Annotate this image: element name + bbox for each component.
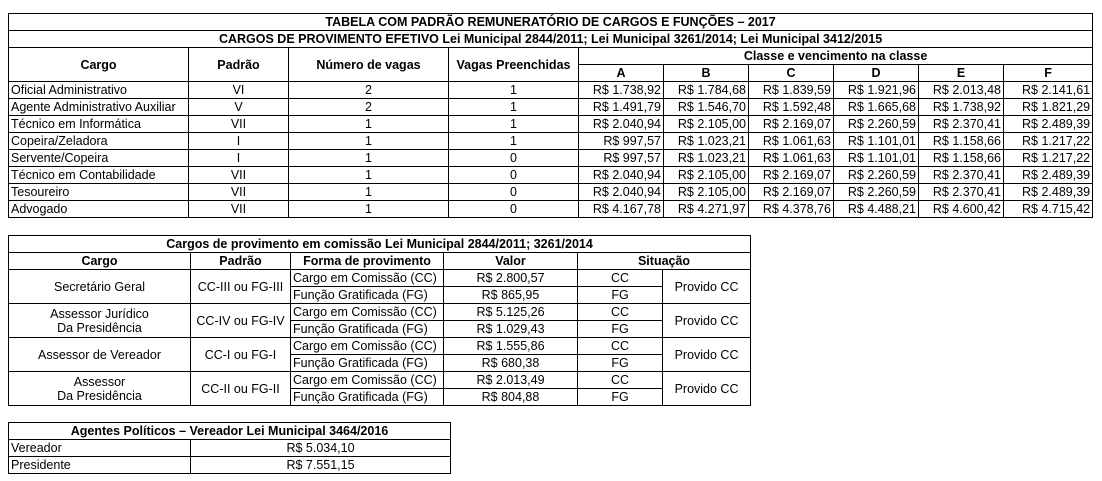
salary-cell: R$ 2.489,39 bbox=[1004, 167, 1093, 184]
salary-cell: R$ 1.592,48 bbox=[749, 99, 834, 116]
forma-cell: Função Gratificada (FG) bbox=[291, 287, 444, 304]
padrao-cell: VII bbox=[189, 184, 289, 201]
header-class-a: A bbox=[579, 65, 664, 82]
header-class-c: C bbox=[749, 65, 834, 82]
table-row bbox=[9, 133, 1093, 150]
salary-cell: R$ 2.370,41 bbox=[919, 116, 1004, 133]
preenchidas-cell: 1 bbox=[449, 82, 579, 99]
valor-cell: R$ 865,95 bbox=[444, 287, 578, 304]
table-row bbox=[9, 82, 1093, 99]
salary-cell: R$ 2.040,94 bbox=[579, 184, 664, 201]
header-padrao: Padrão bbox=[189, 48, 289, 82]
valor-cell: R$ 2.800,57 bbox=[444, 270, 578, 287]
header-padrao: Padrão bbox=[191, 253, 291, 270]
cargo-line: Secretário Geral bbox=[53, 279, 145, 294]
efetivo-table-body bbox=[9, 82, 1093, 218]
salary-cell: R$ 4.378,76 bbox=[749, 201, 834, 218]
header-class-d: D bbox=[834, 65, 919, 82]
padrao-cell: VI bbox=[189, 82, 289, 99]
cargo-cell: Copeira/Zeladora bbox=[9, 133, 189, 150]
preenchidas-cell: 0 bbox=[449, 184, 579, 201]
salary-cell: R$ 2.141,61 bbox=[1004, 82, 1093, 99]
preenchidas-cell: 1 bbox=[449, 99, 579, 116]
padrao-cell: CC-I ou FG-I bbox=[191, 338, 291, 372]
cargo-cell bbox=[9, 270, 191, 304]
vagas-cell: 1 bbox=[289, 116, 449, 133]
cargo-cell: Técnico em Informática bbox=[9, 116, 189, 133]
salary-cell: R$ 1.839,59 bbox=[749, 82, 834, 99]
forma-cell: Função Gratificada (FG) bbox=[291, 321, 444, 338]
header-class-b: B bbox=[664, 65, 749, 82]
salary-cell: R$ 1.158,66 bbox=[919, 150, 1004, 167]
salary-cell: R$ 997,57 bbox=[579, 133, 664, 150]
row-label: Presidente bbox=[9, 457, 191, 474]
header-situacao: Situação bbox=[578, 253, 751, 270]
salary-cell: R$ 2.169,07 bbox=[749, 167, 834, 184]
salary-cell: R$ 2.489,39 bbox=[1004, 184, 1093, 201]
preenchidas-cell: 1 bbox=[449, 116, 579, 133]
situacao-cell: Provido CC bbox=[663, 338, 751, 372]
cargo-cell bbox=[9, 372, 191, 406]
salary-cell: R$ 1.061,63 bbox=[749, 133, 834, 150]
table-row bbox=[9, 270, 751, 287]
salary-cell: R$ 997,57 bbox=[579, 150, 664, 167]
table-title: TABELA COM PADRÃO REMUNERATÓRIO DE CARGOS E FUNÇÕES – 2017 bbox=[9, 14, 1093, 31]
row-label: Vereador bbox=[9, 440, 191, 457]
salary-cell: R$ 1.023,21 bbox=[664, 150, 749, 167]
header-forma: Forma de provimento bbox=[291, 253, 444, 270]
padrao-cell: VII bbox=[189, 201, 289, 218]
preenchidas-cell: 0 bbox=[449, 167, 579, 184]
header-classe: Classe e vencimento na classe bbox=[579, 48, 1093, 65]
cargo-cell: Técnico em Contabilidade bbox=[9, 167, 189, 184]
salary-cell: R$ 4.715,42 bbox=[1004, 201, 1093, 218]
preenchidas-cell: 0 bbox=[449, 201, 579, 218]
salary-cell: R$ 2.105,00 bbox=[664, 116, 749, 133]
comissao-table-body bbox=[9, 270, 751, 406]
header-cargo: Cargo bbox=[9, 253, 191, 270]
vagas-cell: 1 bbox=[289, 167, 449, 184]
valor-cell: R$ 680,38 bbox=[444, 355, 578, 372]
salary-cell: R$ 2.169,07 bbox=[749, 116, 834, 133]
forma-cell: Cargo em Comissão (CC) bbox=[291, 270, 444, 287]
salary-cell: R$ 2.370,41 bbox=[919, 184, 1004, 201]
padrao-cell: I bbox=[189, 133, 289, 150]
padrao-cell: I bbox=[189, 150, 289, 167]
salary-cell: R$ 1.546,70 bbox=[664, 99, 749, 116]
salary-cell: R$ 4.600,42 bbox=[919, 201, 1004, 218]
salary-cell: R$ 1.101,01 bbox=[834, 150, 919, 167]
vagas-cell: 1 bbox=[289, 133, 449, 150]
cargo-line: Da Presidência bbox=[57, 388, 142, 403]
salary-cell: R$ 2.013,48 bbox=[919, 82, 1004, 99]
table-row bbox=[9, 116, 1093, 133]
salary-cell: R$ 2.169,07 bbox=[749, 184, 834, 201]
padrao-cell: CC-II ou FG-II bbox=[191, 372, 291, 406]
vagas-cell: 1 bbox=[289, 201, 449, 218]
table-row bbox=[9, 201, 1093, 218]
cargo-line: Assessor Jurídico bbox=[50, 306, 149, 321]
preenchidas-cell: 0 bbox=[449, 150, 579, 167]
salary-cell: R$ 1.217,22 bbox=[1004, 133, 1093, 150]
forma-cell: Função Gratificada (FG) bbox=[291, 355, 444, 372]
salary-cell: R$ 1.061,63 bbox=[749, 150, 834, 167]
situacao-cell: Provido CC bbox=[663, 304, 751, 338]
salary-cell: R$ 2.489,39 bbox=[1004, 116, 1093, 133]
agentes-politicos-table bbox=[8, 422, 451, 474]
salary-cell: R$ 1.665,68 bbox=[834, 99, 919, 116]
valor-cell: R$ 1.555,86 bbox=[444, 338, 578, 355]
valor-cell: R$ 1.029,43 bbox=[444, 321, 578, 338]
header-vagas: Número de vagas bbox=[289, 48, 449, 82]
cargo-line: Assessor bbox=[73, 374, 126, 389]
salary-cell: R$ 1.821,29 bbox=[1004, 99, 1093, 116]
table-row bbox=[9, 150, 1093, 167]
padrao-cell: CC-IV ou FG-IV bbox=[191, 304, 291, 338]
salary-cell: R$ 2.105,00 bbox=[664, 167, 749, 184]
cargo-cell bbox=[9, 338, 191, 372]
cargo-cell: Oficial Administrativo bbox=[9, 82, 189, 99]
sit-cell: FG bbox=[578, 321, 663, 338]
salary-cell: R$ 1.738,92 bbox=[919, 99, 1004, 116]
salary-cell: R$ 1.921,96 bbox=[834, 82, 919, 99]
salary-cell: R$ 2.105,00 bbox=[664, 184, 749, 201]
sit-cell: FG bbox=[578, 355, 663, 372]
padrao-cell: VII bbox=[189, 116, 289, 133]
salary-cell: R$ 2.260,59 bbox=[834, 184, 919, 201]
row-value: R$ 7.551,15 bbox=[191, 457, 451, 474]
padrao-cell: CC-III ou FG-III bbox=[191, 270, 291, 304]
vagas-cell: 1 bbox=[289, 184, 449, 201]
table-row bbox=[9, 167, 1093, 184]
row-value: R$ 5.034,10 bbox=[191, 440, 451, 457]
header-class-e: E bbox=[919, 65, 1004, 82]
salary-cell: R$ 2.040,94 bbox=[579, 116, 664, 133]
salary-cell: R$ 2.370,41 bbox=[919, 167, 1004, 184]
sit-cell: CC bbox=[578, 304, 663, 321]
valor-cell: R$ 804,88 bbox=[444, 389, 578, 406]
cargo-cell: Tesoureiro bbox=[9, 184, 189, 201]
salary-cell: R$ 1.738,92 bbox=[579, 82, 664, 99]
salary-cell: R$ 1.491,79 bbox=[579, 99, 664, 116]
header-class-f: F bbox=[1004, 65, 1093, 82]
salary-cell: R$ 1.784,68 bbox=[664, 82, 749, 99]
sit-cell: FG bbox=[578, 287, 663, 304]
table-title: Cargos de provimento em comissão Lei Municipal 2844/2011; 3261/2014 bbox=[9, 236, 751, 253]
salary-cell: R$ 2.260,59 bbox=[834, 167, 919, 184]
vagas-cell: 2 bbox=[289, 99, 449, 116]
table-subtitle: CARGOS DE PROVIMENTO EFETIVO Lei Municipal 2844/2011; Lei Municipal 3261/2014; Lei Municipal 3412/2015 bbox=[9, 31, 1093, 48]
sit-cell: CC bbox=[578, 372, 663, 389]
situacao-cell: Provido CC bbox=[663, 372, 751, 406]
salary-cell: R$ 4.271,97 bbox=[664, 201, 749, 218]
cargo-line: Assessor de Vereador bbox=[38, 347, 161, 362]
header-cargo: Cargo bbox=[9, 48, 189, 82]
forma-cell: Cargo em Comissão (CC) bbox=[291, 338, 444, 355]
padrao-cell: V bbox=[189, 99, 289, 116]
table-row bbox=[9, 99, 1093, 116]
comissao-table bbox=[8, 235, 751, 406]
table-row bbox=[9, 304, 751, 321]
cargo-cell: Advogado bbox=[9, 201, 189, 218]
cargo-cell: Servente/Copeira bbox=[9, 150, 189, 167]
salary-cell: R$ 2.260,59 bbox=[834, 116, 919, 133]
efetivo-table bbox=[8, 13, 1093, 218]
table-row bbox=[9, 372, 751, 389]
salary-cell: R$ 4.488,21 bbox=[834, 201, 919, 218]
salary-cell: R$ 4.167,78 bbox=[579, 201, 664, 218]
salary-cell: R$ 1.217,22 bbox=[1004, 150, 1093, 167]
cargo-line: Da Presidência bbox=[57, 320, 142, 335]
salary-cell: R$ 1.101,01 bbox=[834, 133, 919, 150]
situacao-cell: Provido CC bbox=[663, 270, 751, 304]
vagas-cell: 1 bbox=[289, 150, 449, 167]
valor-cell: R$ 2.013,49 bbox=[444, 372, 578, 389]
forma-cell: Função Gratificada (FG) bbox=[291, 389, 444, 406]
cargo-cell bbox=[9, 304, 191, 338]
table-title: Agentes Políticos – Vereador Lei Municipal 3464/2016 bbox=[9, 423, 451, 440]
sit-cell: CC bbox=[578, 338, 663, 355]
salary-cell: R$ 1.023,21 bbox=[664, 133, 749, 150]
table-row bbox=[9, 184, 1093, 201]
sit-cell: FG bbox=[578, 389, 663, 406]
padrao-cell: VII bbox=[189, 167, 289, 184]
preenchidas-cell: 1 bbox=[449, 133, 579, 150]
sit-cell: CC bbox=[578, 270, 663, 287]
forma-cell: Cargo em Comissão (CC) bbox=[291, 304, 444, 321]
forma-cell: Cargo em Comissão (CC) bbox=[291, 372, 444, 389]
salary-cell: R$ 1.158,66 bbox=[919, 133, 1004, 150]
valor-cell: R$ 5.125,26 bbox=[444, 304, 578, 321]
cargo-cell: Agente Administrativo Auxiliar bbox=[9, 99, 189, 116]
header-preenchidas: Vagas Preenchidas bbox=[449, 48, 579, 82]
vagas-cell: 2 bbox=[289, 82, 449, 99]
table-row bbox=[9, 338, 751, 355]
salary-cell: R$ 2.040,94 bbox=[579, 167, 664, 184]
header-valor: Valor bbox=[444, 253, 578, 270]
